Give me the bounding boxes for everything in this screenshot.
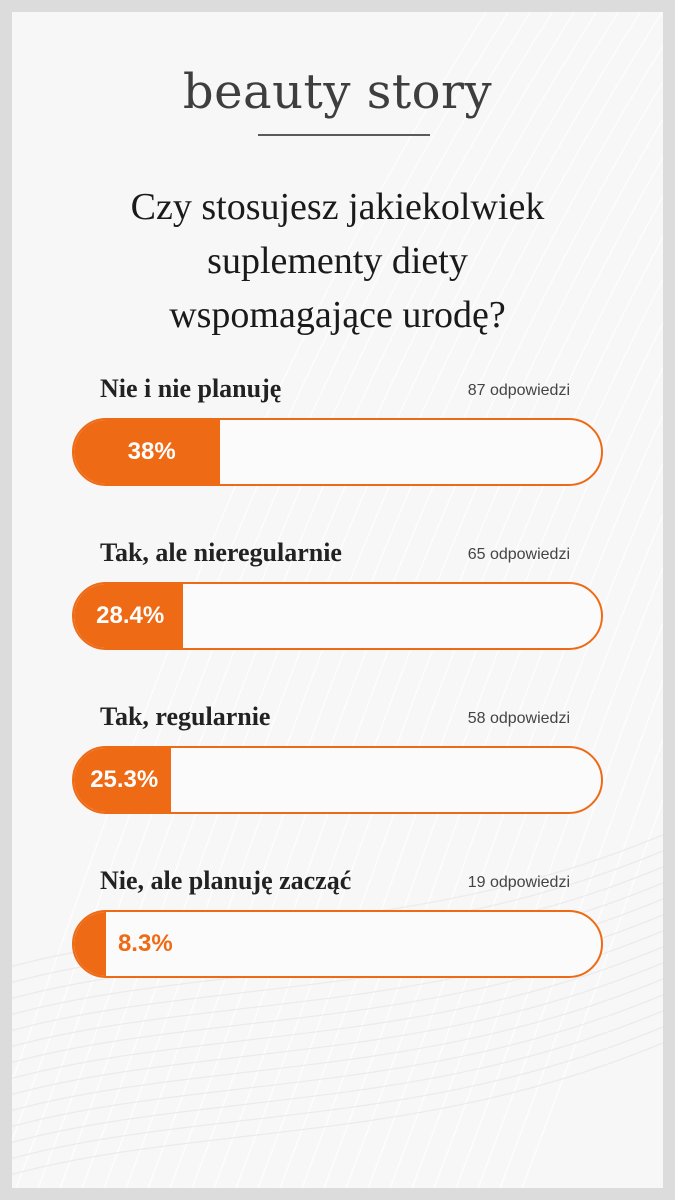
option-label: Tak, ale nieregularnie — [100, 538, 342, 567]
option-label: Tak, regularnie — [100, 702, 271, 731]
result-bar-track — [72, 582, 603, 650]
percentage-label: 8.3% — [117, 930, 173, 957]
result-bar-track — [72, 910, 603, 978]
poll-option-row — [72, 866, 603, 976]
result-bar-track — [72, 746, 603, 814]
response-count: 58 odpowiedzi — [467, 710, 570, 727]
poll-option-row — [72, 374, 603, 484]
percentage-label: 38% — [127, 438, 176, 465]
poll-option-row — [72, 538, 603, 648]
poll-question — [52, 180, 623, 342]
percentage-label: 25.3% — [90, 766, 159, 793]
option-label: Nie, ale planuję zacząć — [100, 866, 352, 895]
question-line: Czy stosujesz jakiekolwiek — [130, 186, 545, 228]
question-line: suplementy diety — [207, 240, 468, 282]
poll-option-row — [72, 702, 603, 812]
background-curve — [12, 1014, 663, 1164]
result-bar-track — [72, 418, 603, 486]
question-line: wspomagające urodę? — [169, 294, 506, 336]
poll-card — [12, 12, 663, 1188]
option-label: Nie i nie planuję — [100, 374, 282, 403]
result-bar-fill — [74, 912, 106, 976]
brand-underline — [258, 134, 430, 136]
response-count: 65 odpowiedzi — [467, 546, 570, 563]
percentage-label: 28.4% — [96, 602, 165, 629]
brand-logo: beauty story — [182, 64, 493, 120]
background-curve — [12, 1030, 663, 1180]
response-count: 87 odpowiedzi — [467, 382, 570, 399]
response-count: 19 odpowiedzi — [467, 874, 570, 891]
